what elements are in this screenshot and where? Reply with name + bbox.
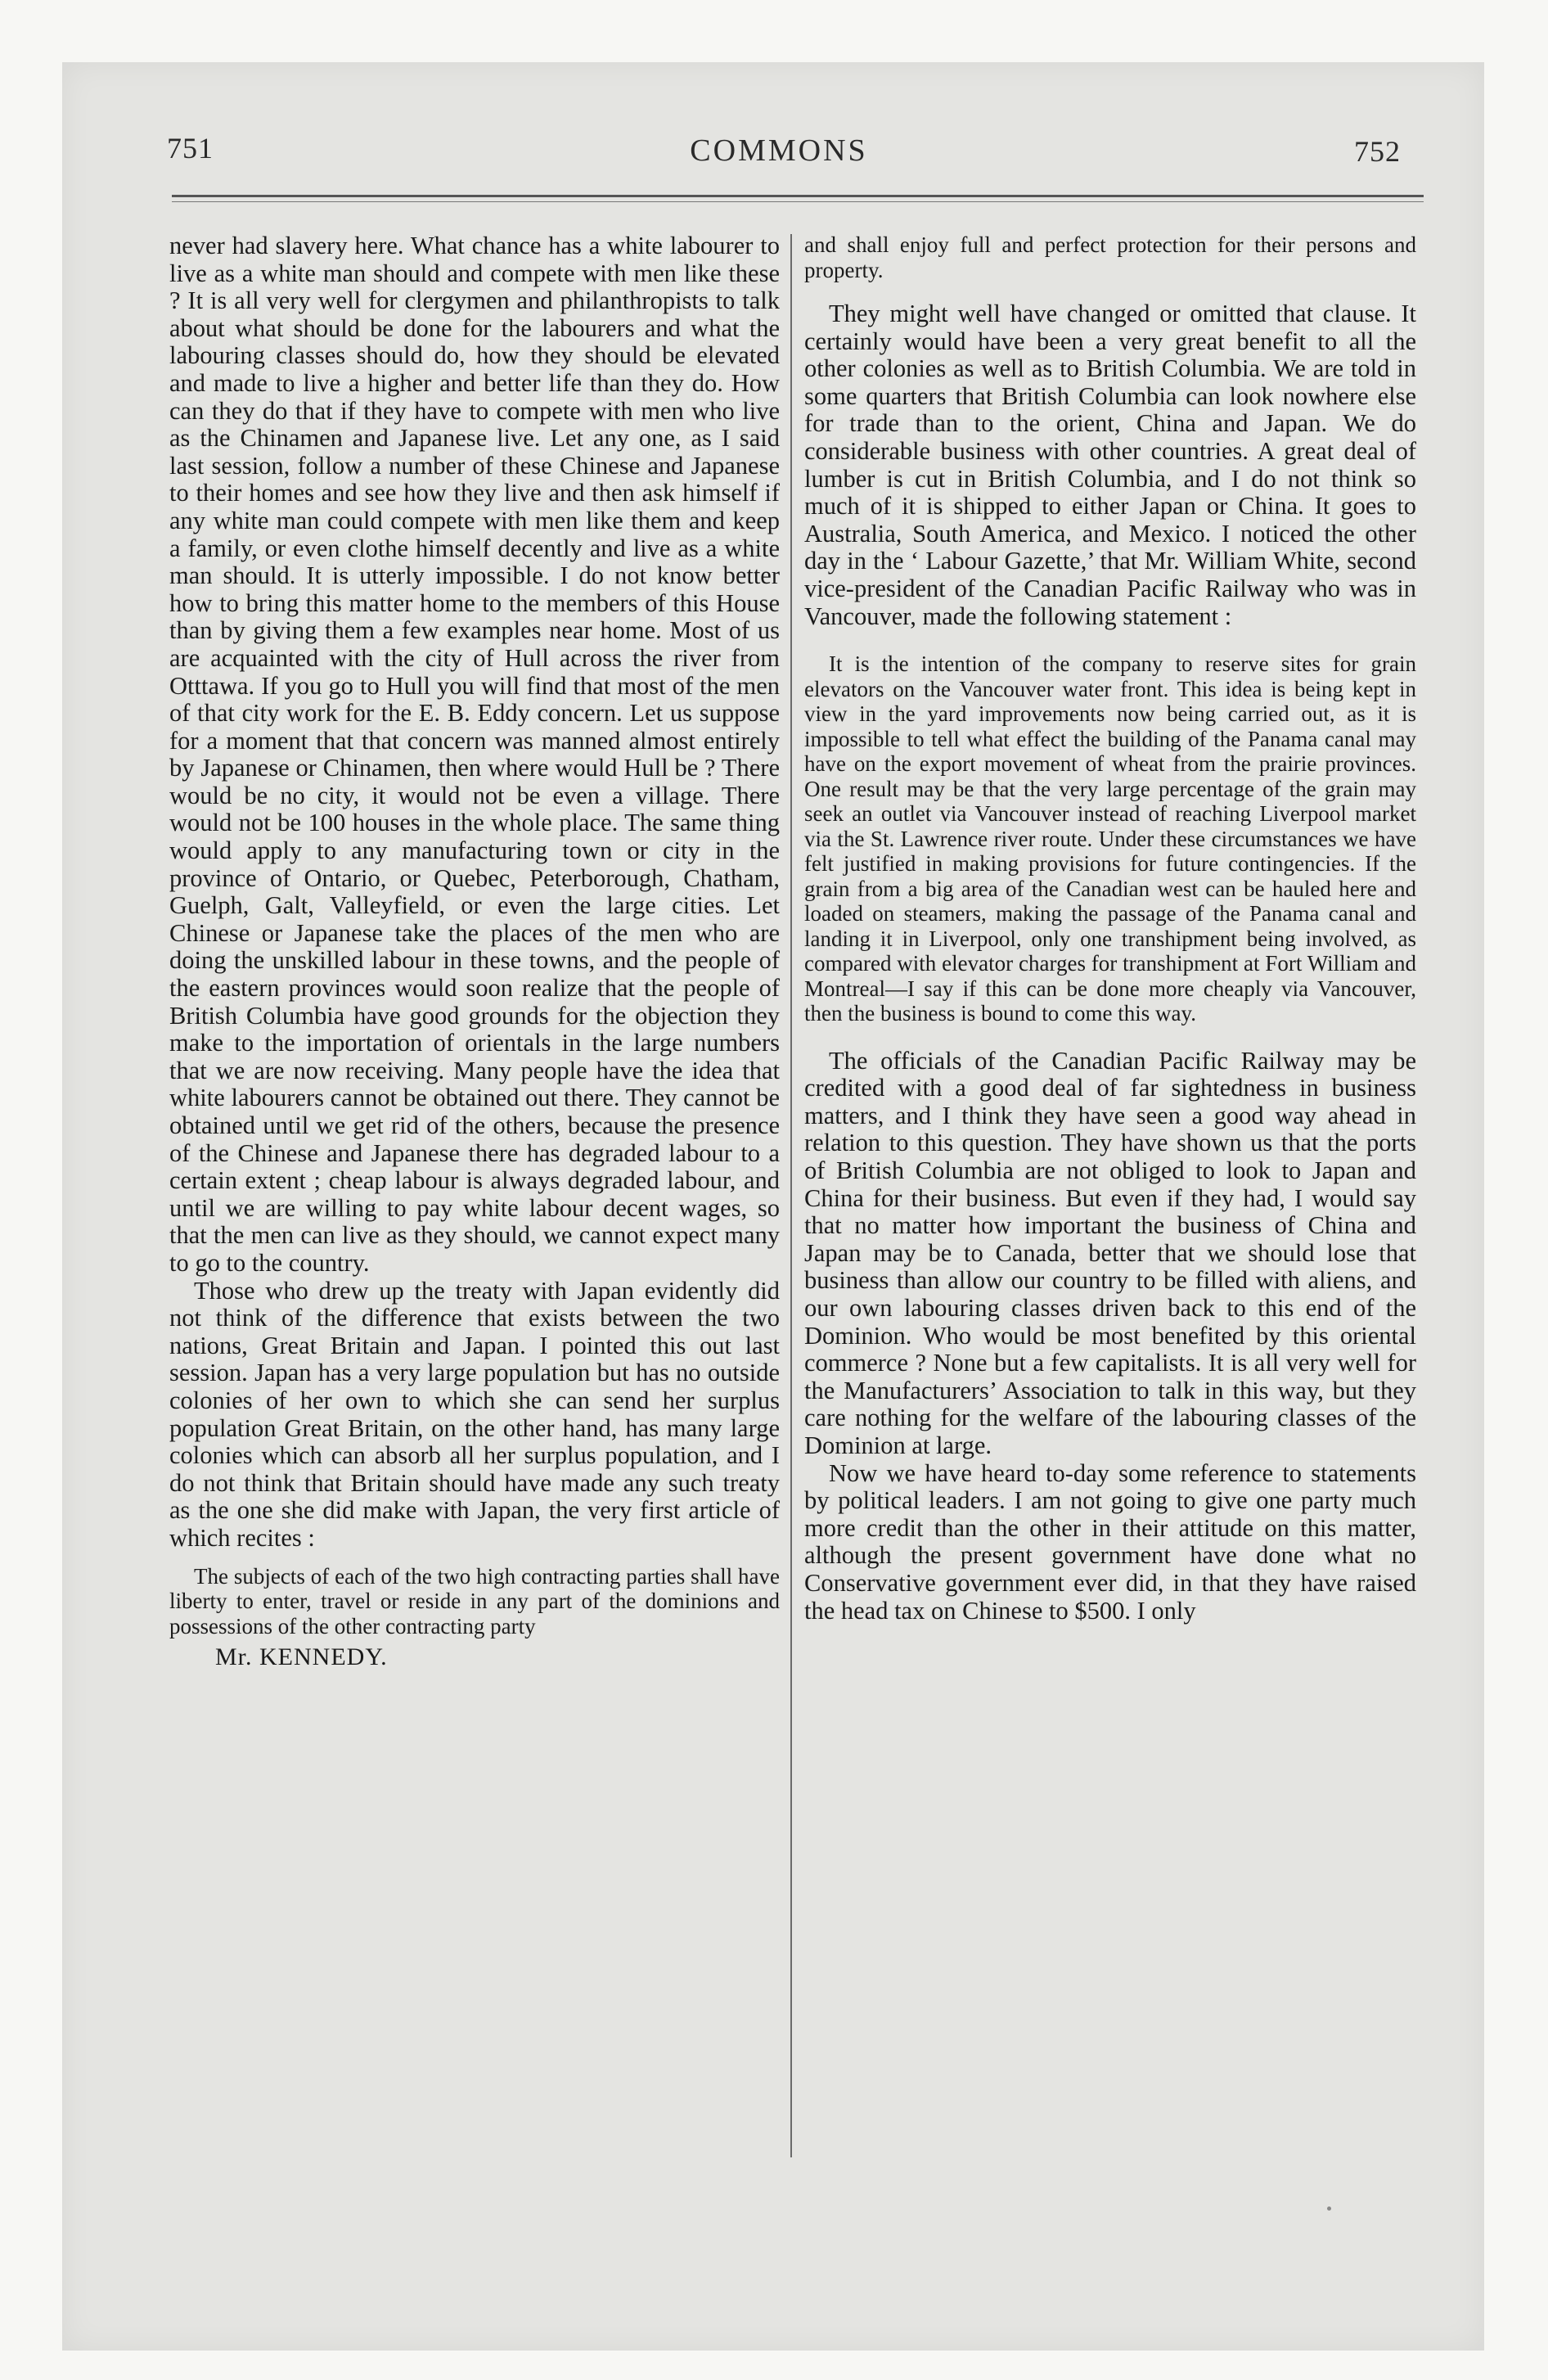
right-paragraph-2: The officials of the Canadian Pacific Railway may be credited with a good deal of far sightedness in business matters, and I think they have seen a good way ahead in relation to this question. They have shown us that the ports of British Columbia are not obliged to look to Japan and China for their business. But even if they had, I would say that no matter how important the business of China and Japan may be to Canada, better that we should lose that business than allow our country to be filled with aliens, and our own labouring classes driven back to this end of the Dominion. Who would be most benefited by this oriental commerce ? None but a few capitalists. It is all very well for the Manufacturers’ Association to talk in this way, but they care nothing for the welfare of the labouring classes of the Dominion at large. [804,1046,1416,1459]
speaker-name: Mr. KENNEDY. [215,1643,388,1670]
header-rule-thin [172,201,1424,202]
left-paragraph-2: Those who drew up the treaty with Japan evidently did not think of the difference that exists between the two nations, Great Britain and Japan. I pointed this out last session. Japan has a very large population but has no outside colonies of her own to which she can send her surplus population Great Britain, on the other hand, has many large colonies which can absorb all her surplus population, and I do not think that Britain should have made any such treaty as the one she did make with Japan, the very first article of which recites : [169,1276,780,1552]
right-quotation: It is the intention of the company to reserve sites for grain elevators on the Vancouver water front. This idea is being kept in view in the yard improvements now being carried out, as it is impossible to tell what effect the building of the Panama canal may have on the export movement of wheat from the prairie provinces. One result may be that the very large percentage of the grain may seek an outlet via Vancouver instead of reaching Liverpool market via the St. Lawrence river route. Under these circumstances we have felt justified in making provisions for future contingencies. If the grain from a big area of the Canadian west can be hauled here and loaded on steamers, making the passage of the Panama canal and landing it in Liverpool, only one transhipment being involved, as compared with elevator charges for transhipment at Fort William and Montreal—I say if this can be done more cheaply via Vancouver, then the business is bound to come this way. [804,651,1416,1026]
scan-speck [1327,2206,1331,2211]
page-header [108,131,1450,180]
left-column [169,232,780,1671]
left-page-number: 751 [167,132,214,165]
right-paragraph-1: They might well have changed or omitted that clause. It certainly would have been a very great benefit to all the other colonies as well as to British Columbia. We are told in some quarters that British Columbia can look nowhere else for trade than to the orient, China and Japan. We do considerable business with other countries. A great deal of lumber is cut in British Columbia, and I do not think so much of it is shipped to either Japan or China. It goes to Australia, South America, and Mexico. I noticed the other day in the ‘ Labour Gazette,’ that Mr. William White, second vice-president of the Canadian Pacific Railway who was in Vancouver, made the following statement : [804,300,1416,630]
right-paragraph-3: Now we have heard to-day some reference to statements by political leaders. I am not going to give one party much more credit than the other in their attitude on this matter, although the present government have done what no Conservative government ever did, in that they have raised the head tax on Chinese to $500. I only [804,1458,1416,1625]
right-page-number: 752 [1354,135,1401,168]
column-divider [790,234,792,2157]
left-paragraph-1: never had slavery here. What chance has a white labourer to live as a white man should and compete with men like these ? It is all very well for clergymen and philanthropists to talk about what should be done for the labourers and what the labouring classes should do, how they should be elevated and made to live a higher and better life than they do. How can they do that if they have to compete with men who live as the Chinamen and Japanese live. Let any one, as I said last session, follow a number of these Chinese and Japanese to their homes and see how they live and then ask himself if any white man could compete with men like them and keep a family, or even clothe himself decently and live as a white man should. It is utterly impossible. I do not know better how to bring this matter home to the members of this House than by giving them a few examples near home. Most of us are acquainted with the city of Hull across the river from Otttawa. If you go to Hull you will find that most of the men of that city work for the E. B. Eddy concern. Let us suppose for a moment that that concern was manned almost entirely by Japanese or Chinamen, then where would Hull be ? There would be no city, it would not be even a village. There would not be 100 houses in the whole place. The same thing would apply to any manufacturing town or city in the province of Ontario, or Quebec, Peterborough, Chatham, Guelph, Galt, Valleyfield, or even the large cities. Let Chinese or Japanese take the places of the men who are doing the unskilled labour in these towns, and the people of the eastern provinces would soon realize that the people of British Columbia have good grounds for the objection they make to the importation of orientals in the large numbers that we are now receiving. Many people have the idea that white labourers cannot be obtained out there. They cannot be obtained until we get rid of the others, because the presence of the Chinese and Japanese there has degraded labour to a certain extent ; cheap labour is always degraded labour, and until we are willing to pay white labour decent wages, so that the men can live as they should, we cannot expect many to go to the country. [169,232,780,1277]
page-title: COMMONS [690,133,868,168]
right-column [804,232,1416,1625]
right-quote-continuation: and shall enjoy full and perfect protection for their persons and property. [804,232,1416,282]
header-rule [172,195,1424,197]
left-quotation: The subjects of each of the two high contracting parties shall have liberty to enter, travel or reside in any part of the dominions and possessions of the other contracting party [169,1563,780,1639]
